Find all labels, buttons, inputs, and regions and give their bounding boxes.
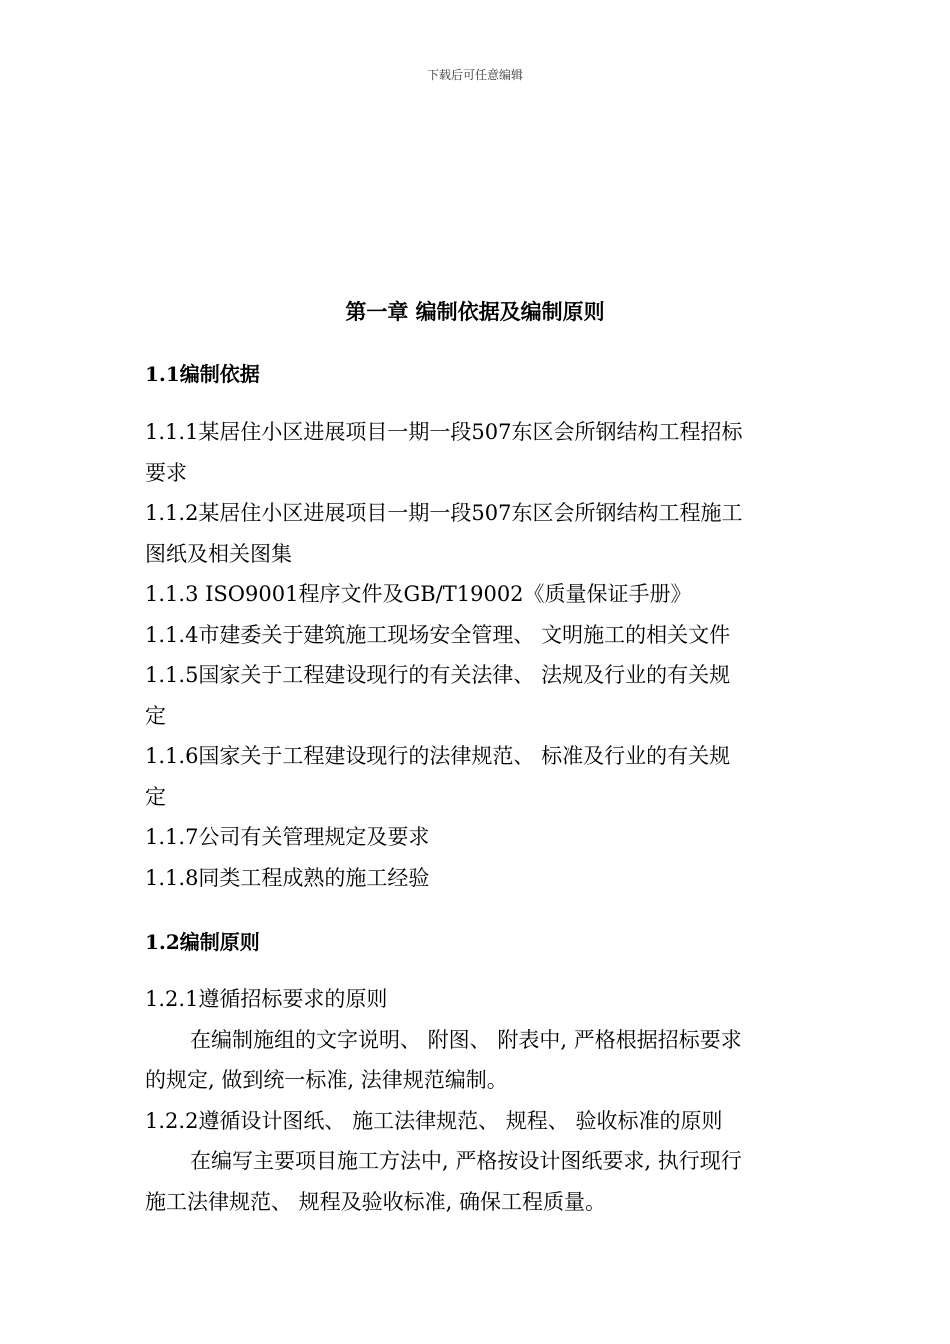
- paragraph-line: 1.1.8同类工程成熟的施工经验: [145, 865, 430, 890]
- paragraph-line: 在编写主要项目施工方法中, 严格按设计图纸要求, 执行现行: [190, 1149, 742, 1173]
- paragraph-line: 要求: [145, 460, 187, 485]
- paragraph-line: 在编制施组的文字说明、 附图、 附表中, 严格根据招标要求: [190, 1027, 742, 1052]
- paragraph-line: 1.1.6国家关于工程建设现行的法律规范、 标准及行业的有关规: [145, 744, 731, 768]
- paragraph-line: 图纸及相关图集: [145, 541, 292, 566]
- section-heading-1-1: 1.1编制依据: [145, 362, 260, 386]
- paragraph-line: 1.2.2遵循设计图纸、 施工法律规范、 规程、 验收标准的原则: [145, 1108, 723, 1133]
- paragraph-line: 1.2.1遵循招标要求的原则: [145, 987, 388, 1011]
- header-note: 下载后可任意编辑: [426, 68, 523, 82]
- chapter-title: 第一章 编制依据及编制原则: [345, 299, 605, 324]
- section-1-2-body: [145, 979, 825, 1222]
- paragraph-line: 1.1.1某居住小区进展项目一期一段507东区会所钢结构工程招标: [145, 420, 743, 444]
- paragraph-line: 1.1.4市建委关于建筑施工现场安全管理、 文明施工的相关文件: [145, 622, 731, 647]
- paragraph-line: 定: [145, 703, 166, 728]
- paragraph-line: 1.1.5国家关于工程建设现行的有关法律、 法规及行业的有关规: [145, 663, 731, 687]
- paragraph-line: 1.1.2某居住小区进展项目一期一段507东区会所钢结构工程施工: [145, 501, 743, 525]
- section-heading-1-2: 1.2编制原则: [145, 930, 260, 954]
- paragraph-line: 定: [145, 784, 166, 809]
- section-1-1-body: [145, 412, 825, 898]
- paragraph-line: 1.1.3 ISO9001程序文件及GB/T19002《质量保证手册》: [145, 582, 692, 606]
- paragraph-line: 施工法律规范、 规程及验收标准, 确保工程质量。: [145, 1189, 607, 1214]
- paragraph-line: 1.1.7公司有关管理规定及要求: [145, 825, 430, 849]
- paragraph-line: 的规定, 做到统一标准, 法律规范编制。: [145, 1068, 508, 1092]
